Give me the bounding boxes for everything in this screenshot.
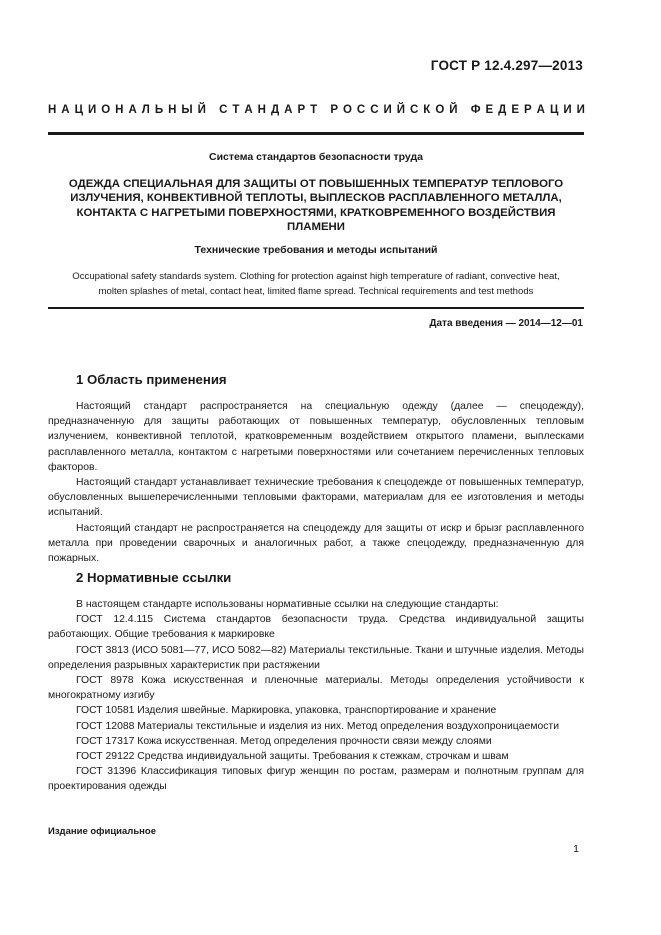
reference-item: ГОСТ 3813 (ИСО 5081—77, ИСО 5082—82) Материалы текстильные. Ткани и штучные изделия. Методы определения разрывных характеристик при растяжении — [48, 644, 584, 671]
letter: С — [370, 104, 379, 116]
reference-item: ГОСТ 17317 Кожа искусственная. Метод определения прочности связи между слоями — [76, 735, 492, 747]
paragraph: Настоящий стандарт устанавливает технические требования к спецодежде от повышенных температур, обусловленных вышеперечисленными тепловыми факторами, материалам для ее изготовления и методы испытаний. — [48, 477, 584, 519]
national-standard-label — [48, 104, 585, 116]
letter: А — [536, 104, 545, 116]
letter: Н — [48, 104, 57, 116]
english-title-line: Occupational safety standards system. Clothing for protection against high temperature of radiant, convective heat, — [72, 271, 560, 282]
letter: Р — [524, 104, 532, 116]
document-subtitle: Технические требования и методы испытаний — [194, 244, 438, 256]
standards-series: Система стандартов безопасности труда — [208, 151, 424, 163]
letter: Ь — [154, 104, 164, 116]
letter: Й — [449, 104, 458, 116]
title-rule — [48, 307, 584, 309]
letter: К — [423, 104, 431, 116]
letter: С — [219, 104, 228, 116]
letter: Н — [115, 104, 124, 116]
page-number: 1 — [573, 843, 579, 855]
letter: С — [356, 104, 366, 116]
reference-item: ГОСТ 31396 Классификация типовых фигур женщин по ростам, размерам и полнотным группам для проектирования одежды — [48, 766, 584, 793]
title-line: ПЛАМЕНИ — [287, 220, 345, 233]
letter: Д — [270, 104, 280, 116]
letter: Ц — [74, 104, 83, 116]
introduction-date: Дата введения — 2014—12—01 — [429, 318, 583, 329]
letter: И — [383, 104, 392, 116]
section-1-body — [48, 399, 584, 566]
letter: А — [128, 104, 137, 116]
section-1-heading: 1 Область применения — [76, 372, 227, 387]
letter: А — [61, 104, 70, 116]
reference-item: ГОСТ 12.4.115 Система стандартов безопасности труда. Средства индивидуальной защиты работающих. Общие требования к маркировке — [48, 614, 584, 641]
letter: Й — [396, 104, 406, 116]
title-line: ИЗЛУЧЕНИЯ, КОНВЕКТИВНОЙ ТЕПЛОТЫ, ВЫПЛЕСКОВ РАСПЛАВЛЕННОГО МЕТАЛЛА, — [70, 192, 562, 205]
section-2-body — [48, 597, 584, 795]
reference-item: ГОСТ 29122 Средства индивидуальной защиты. Требования к стежкам, строчкам и швам — [76, 751, 509, 763]
letter: О — [101, 104, 111, 116]
letter: А — [244, 104, 253, 116]
letter: Т — [232, 104, 240, 116]
reference-item: ГОСТ 12088 Материалы текстильные и изделия из них. Метод определения воздухопроницаемости — [76, 720, 559, 732]
english-title — [48, 270, 584, 299]
letter: Ы — [181, 104, 193, 116]
letter: Н — [257, 104, 266, 116]
section-2-heading: 2 Нормативные ссылки — [76, 570, 232, 585]
letter: Ф — [470, 104, 481, 116]
letter: Д — [498, 104, 507, 116]
letter: Е — [485, 104, 494, 116]
letter-gap — [211, 104, 214, 116]
letter-gap — [322, 104, 325, 116]
paragraph: Настоящий стандарт не распространяется на спецодежду для защиты от искр и брызг расплавленного металла при проведении сварочных и аналогичных работ, а также спецодежду, предназначенную для пожарных. — [48, 522, 584, 565]
letter: Й — [197, 104, 206, 116]
letter: Т — [310, 104, 318, 116]
document-title — [48, 177, 584, 234]
document-code: ГОСТ Р 12.4.297—2013 — [430, 58, 583, 73]
letter: А — [284, 104, 293, 116]
letter: Р — [297, 104, 306, 116]
paragraph: В настоящем стандарте использованы нормативные ссылки на следующие стандарты: — [76, 599, 499, 610]
header-rule — [48, 132, 584, 135]
english-title-line: molten splashes of metal, contact heat, limited flame spread. Technical requirements and test methods — [98, 285, 534, 297]
reference-item: ГОСТ 8978 Кожа искусственная и пленочные материалы. Методы определения устойчивости к многократному изгибу — [48, 675, 584, 702]
letter-gap — [463, 104, 466, 116]
letter: О — [342, 104, 352, 116]
letter: О — [435, 104, 445, 116]
letter: Ц — [549, 104, 559, 116]
official-edition-label: Издание официальное — [48, 826, 156, 837]
letter: Р — [330, 104, 338, 116]
letter: Л — [141, 104, 150, 116]
letter: С — [410, 104, 419, 116]
letter: И — [87, 104, 97, 116]
title-line: КОНТАКТА С НАГРЕТЫМИ ПОВЕРХНОСТЯМИ, КРАТКОВРЕМЕННОГО ВОЗДЕЙСТВИЯ — [76, 206, 556, 219]
letter: И — [576, 104, 585, 116]
title-line: ОДЕЖДА СПЕЦИАЛЬНАЯ ДЛЯ ЗАЩИТЫ ОТ ПОВЫШЕННЫХ ТЕМПЕРАТУР ТЕПЛОВОГО — [68, 178, 564, 190]
reference-item: ГОСТ 10581 Изделия швейные. Маркировка, упаковка, транспортирование и хранение — [76, 705, 497, 717]
paragraph: Настоящий стандарт распространяется на специальную одежду (далее — спецодежду), предназначенную для защиты работающих от повышенных температур, обусловленных тепловым излучением, конвективной теплотой, кратковременным воздействием открытого пламени, выплесками расплавленного металла, контактом с нагретыми поверхностями или сочетанием перечисленных тепловых факторов. — [48, 401, 584, 473]
letter: Н — [168, 104, 177, 116]
letter: Е — [511, 104, 520, 116]
letter: И — [563, 104, 572, 116]
